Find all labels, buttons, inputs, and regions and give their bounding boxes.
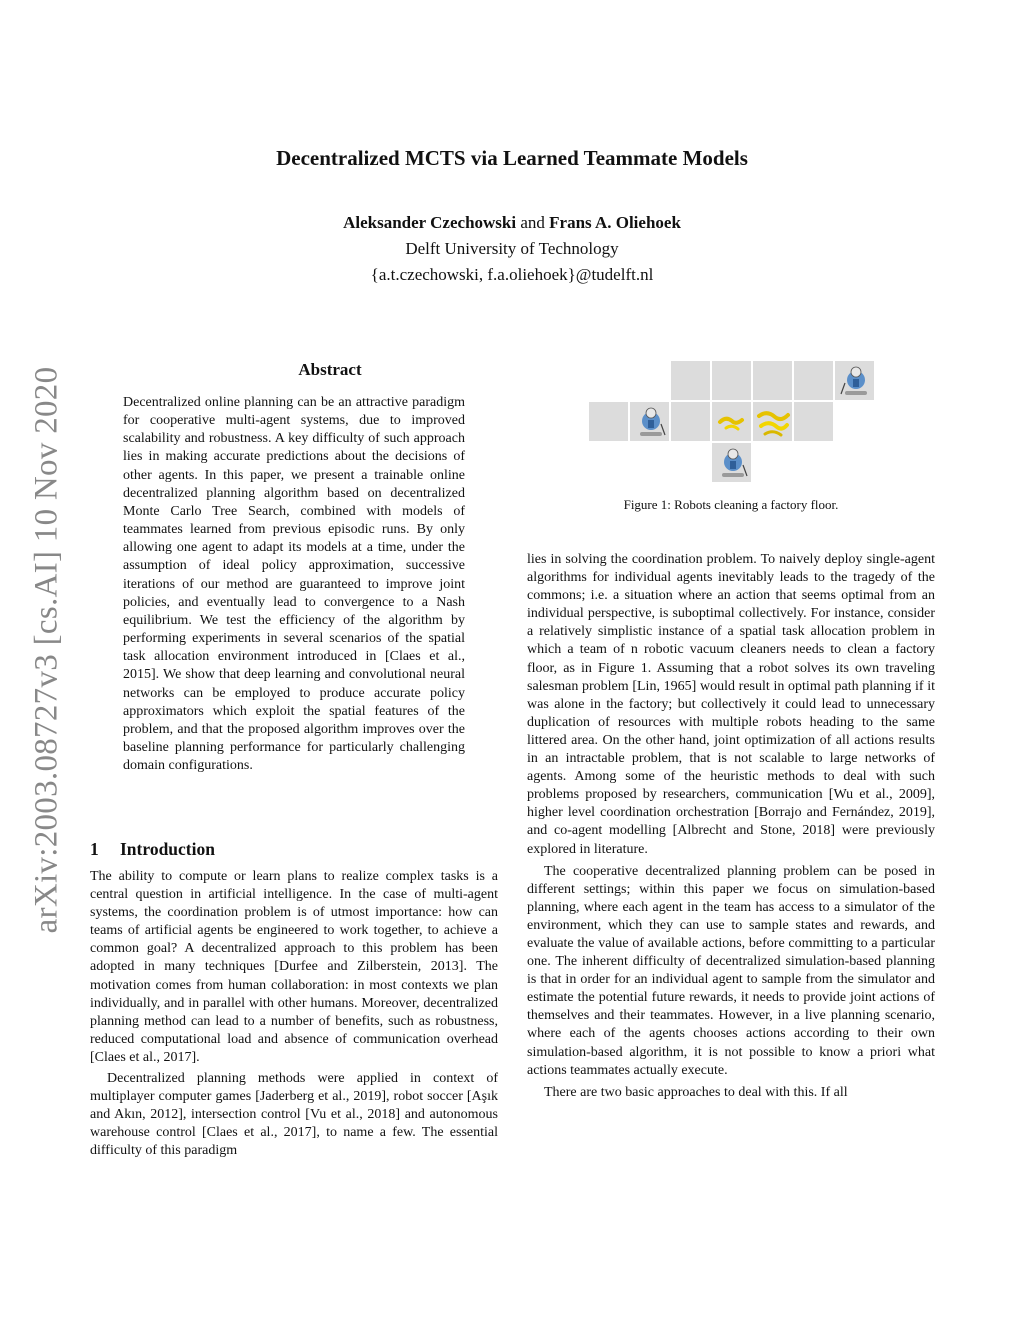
author-line [0,210,1024,236]
litter-icon [712,402,753,443]
floor-cell [752,360,793,401]
paragraph: There are two basic approaches to deal with this. If all [544,1084,848,1100]
floor-cell [752,401,793,442]
figure-caption: Figure 1: Robots cleaning a factory floor. [623,497,839,512]
author-conjunction: and [520,213,545,232]
floor-cell [670,401,711,442]
left-column [90,868,498,1161]
floor-cell [629,401,670,442]
section-number: 1 [90,839,99,859]
email: {a.t.czechowski, f.a.oliehoek}@tudelft.nl [370,265,654,284]
floor-cell [793,401,834,442]
paragraph: Decentralized planning methods were applied in context of multiplayer computer games [Jaderberg et al., 2019], robot soccer [Aşık and Akın, 2012], intersection control [Vu et al., 2018] and autonomous warehouse control [Claes et al., 2017], to name a few. The essential difficulty of this paradigm [90,1071,498,1159]
right-column [527,551,935,1102]
abstract-heading: Abstract [298,360,362,379]
floor-cell [670,360,711,401]
paragraph: The cooperative decentralized planning problem can be posed in different settings; within this paper we focus on simulation-based planning, where each agent in the team has access to a simulator of the environment, which they can use to sample states and rewards, and evaluate the value of available actions, before committing to a particular one. The inherent difficulty of decentralized simulation-based planning is that in order for an individual agent to sample from the simulator and estimate the potential future rewards, it needs to provide joint actions of themselves and their teammates. However, in a live planning scenario, where each of the agents chooses actions according to their own simulation-based algorithm, it is not possible to know a priori what actions teammates actually execute. [527,863,935,1078]
floor-cell [834,360,875,401]
affiliation: Delft University of Technology [405,239,619,258]
floor-cell [711,442,752,483]
paragraph: lies in solving the coordination problem. To naively deploy single-agent algorithms for individual agents inevitably leads to the tragedy of the commons; i.e. a situation where an action that seems optimal from an individual perspective, is suboptimal collectively. For instance, consider a relatively simplistic instance of a spatial task allocation problem in which a team of n robotic vacuum cleaners needs to clean a factory floor, as in Figure 1. Assuming that a robot solves its own traveling salesman problem [Lin, 1965] would result in optimal path planning if it was alone in the factory; but collectively it could lead to unnecessary duplication of resources with multiple robots heading to the same littered area. On the other hand, joint optimization of all actions results in an intractable problem, that is not scalable to large networks of agents. Among some of the heuristic methods to deal with such problems proposed by researchers, communication [Wu et al., 2009], higher level coordination orchestration [Borrajo and Fernández, 2019], and co-agent modelling [Albrecht and Stone, 2018] were previously explored in literature. [527,552,935,857]
author-block [0,210,1024,288]
floor-cell [711,360,752,401]
paper-title: Decentralized MCTS via Learned Teammate Models [276,146,748,170]
author-name: Frans A. Oliehoek [549,213,681,232]
floor-cell [588,401,629,442]
robot-icon [835,361,876,402]
author-name: Aleksander Czechowski [343,213,517,232]
figure-grid [588,360,874,484]
robot-icon [630,402,671,443]
robot-icon [712,443,753,484]
abstract-text: Decentralized online planning can be an attractive paradigm for cooperative multi-agent systems, due to improved scalability and robustness. A key difficulty of such approach lies in making accurate predictions about the decisions of other agents. In this paper, we present a trainable online decentralized planning algorithm based on decentralized Monte Carlo Tree Search, combined with models of teammates learned from previous episodic runs. By only allowing one agent to adapt its models at a time, under the assumption of ideal policy approximation, successive iterations of our method are guaranteed to improve joint policies, and eventually lead to convergence to a Nash equilibrium. We test the efficiency of the algorithm by performing experiments in several scenarios of the spatial task allocation environment introduced in [Claes et al., 2015]. We show that deep learning and convolutional neural networks can be employed to produce accurate policy approximators which exploit the spatial features of the problem, and that the proposed algorithm improves over the baseline planning performance for particularly challenging domain configurations. [123,395,465,774]
paragraph: The ability to compute or learn plans to realize complex tasks is a central question in artificial intelligence. In the case of multi-agent systems, the coordination problem is of utmost importance: how can teams of artificial agents be engineered to work together, to achieve a common goal? A decentralized approach to this problem has been adopted in many techniques [Durfee and Zilberstein, 2013]. The motivation comes from human collaboration: in most contexts we plan individually, and in parallel with other humans. Moreover, decentralized planning method can lead to a number of benefits, such as robustness, reduced computational load and absence of communication overhead [Claes et al., 2017]. [90,869,498,1065]
arxiv-stamp: arXiv:2003.08727v3 [cs.AI] 10 Nov 2020 [28,366,65,934]
section-title: Introduction [120,839,215,859]
floor-cell [711,401,752,442]
floor-cell [793,360,834,401]
litter-icon [753,402,794,443]
section-heading [90,839,215,860]
